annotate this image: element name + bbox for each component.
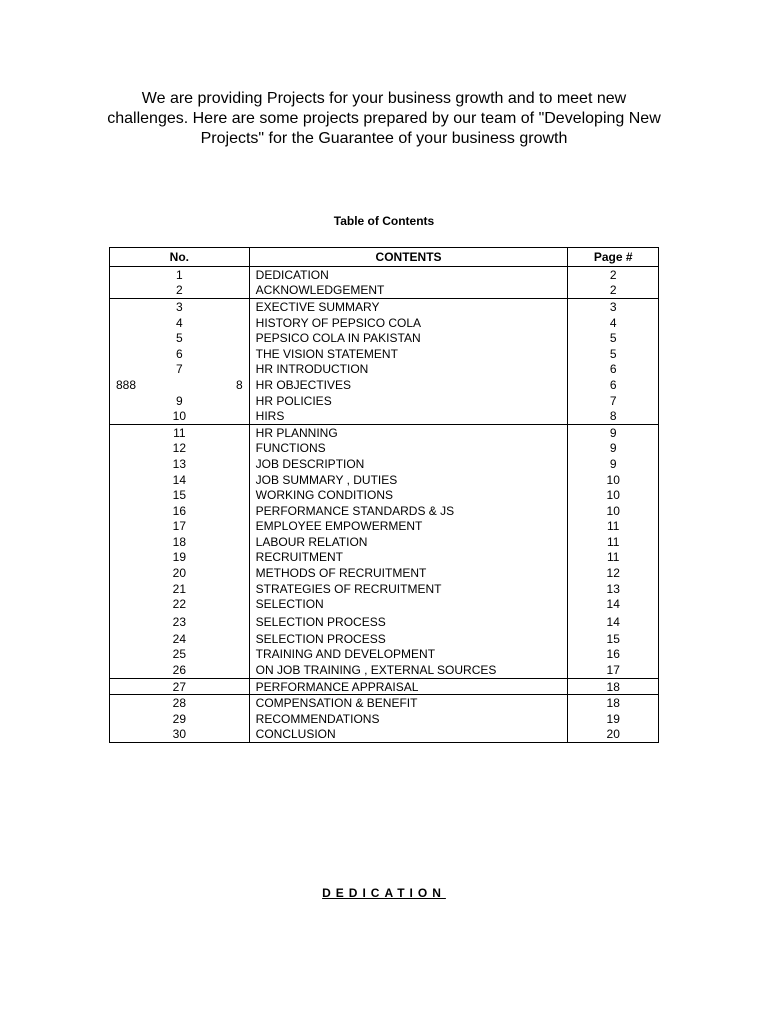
table-row <box>110 581 659 597</box>
row-number: 18 <box>110 534 250 550</box>
row-number-prefix: 888 <box>116 377 137 392</box>
row-contents: PERFORMANCE STANDARDS & JS <box>249 503 568 519</box>
section-heading-dedication: DEDICATION <box>322 886 446 900</box>
row-page: 9 <box>568 424 659 440</box>
table-row <box>110 441 659 457</box>
row-page: 18 <box>568 695 659 711</box>
table-row <box>110 647 659 663</box>
row-page: 5 <box>568 330 659 346</box>
table-row <box>110 315 659 331</box>
row-number: 3 <box>110 299 250 315</box>
row-number: 22 <box>110 596 250 612</box>
row-page: 18 <box>568 678 659 695</box>
table-row <box>110 330 659 346</box>
row-number: 15 <box>110 487 250 503</box>
row-contents: SELECTION <box>249 596 568 612</box>
table-row <box>110 267 659 283</box>
row-number: 6 <box>110 346 250 362</box>
row-number: 23 <box>110 612 250 631</box>
row-page: 10 <box>568 487 659 503</box>
table-row <box>110 727 659 743</box>
table-row <box>110 299 659 315</box>
row-number: 25 <box>110 647 250 663</box>
row-number: 24 <box>110 631 250 647</box>
row-contents: HR INTRODUCTION <box>249 362 568 378</box>
row-number: 1 <box>110 267 250 283</box>
row-page: 20 <box>568 727 659 743</box>
row-number: 21 <box>110 581 250 597</box>
row-page: 3 <box>568 299 659 315</box>
row-contents: COMPENSATION & BENEFIT <box>249 695 568 711</box>
row-contents: WORKING CONDITIONS <box>249 487 568 503</box>
table-row <box>110 678 659 695</box>
row-number: 13 <box>110 456 250 472</box>
table-row <box>110 662 659 678</box>
row-page: 6 <box>568 362 659 378</box>
row-contents: JOB DESCRIPTION <box>249 456 568 472</box>
row-number: 17 <box>110 519 250 535</box>
row-contents: DEDICATION <box>249 267 568 283</box>
row-number: 10 <box>110 408 250 424</box>
row-contents: METHODS OF RECRUITMENT <box>249 565 568 581</box>
row-page: 11 <box>568 534 659 550</box>
row-number: 11 <box>110 424 250 440</box>
row-number-value: 8 <box>235 377 243 392</box>
row-contents: THE VISION STATEMENT <box>249 346 568 362</box>
row-page: 8 <box>568 408 659 424</box>
row-page: 14 <box>568 596 659 612</box>
row-number: 19 <box>110 550 250 566</box>
row-contents: HR POLICIES <box>249 393 568 409</box>
row-page: 6 <box>568 377 659 393</box>
row-contents: HR OBJECTIVES <box>249 377 568 393</box>
row-contents: LABOUR RELATION <box>249 534 568 550</box>
table-row <box>110 565 659 581</box>
header-contents: CONTENTS <box>249 248 568 267</box>
row-number: 4 <box>110 315 250 331</box>
row-contents: SELECTION PROCESS <box>249 612 568 631</box>
row-page: 10 <box>568 503 659 519</box>
row-contents: JOB SUMMARY , DUTIES <box>249 472 568 488</box>
row-contents: TRAINING AND DEVELOPMENT <box>249 647 568 663</box>
table-row <box>110 519 659 535</box>
row-contents: PERFORMANCE APPRAISAL <box>249 678 568 695</box>
table-row <box>110 362 659 378</box>
row-page: 14 <box>568 612 659 631</box>
intro-paragraph <box>60 89 708 149</box>
table-row <box>110 283 659 299</box>
row-contents: HR PLANNING <box>249 424 568 440</box>
row-page: 11 <box>568 550 659 566</box>
row-contents: RECOMMENDATIONS <box>249 711 568 727</box>
row-number: 30 <box>110 727 250 743</box>
row-page: 12 <box>568 565 659 581</box>
row-page: 7 <box>568 393 659 409</box>
table-row <box>110 472 659 488</box>
table-row <box>110 711 659 727</box>
toc-body <box>110 267 659 743</box>
table-row <box>110 346 659 362</box>
row-page: 4 <box>568 315 659 331</box>
table-row <box>110 631 659 647</box>
intro-line: We are providing Projects for your business growth and to meet new <box>141 90 627 107</box>
row-contents: RECRUITMENT <box>249 550 568 566</box>
row-page: 10 <box>568 472 659 488</box>
row-number: 28 <box>110 695 250 711</box>
row-page: 17 <box>568 662 659 678</box>
table-row <box>110 424 659 440</box>
row-page: 9 <box>568 441 659 457</box>
table-row <box>110 456 659 472</box>
toc-title: Table of Contents <box>333 214 435 228</box>
header-page: Page # <box>568 248 659 267</box>
toc-header-row <box>110 248 659 267</box>
table-row <box>110 393 659 409</box>
row-page: 13 <box>568 581 659 597</box>
table-row <box>110 612 659 631</box>
table-row <box>110 534 659 550</box>
row-page: 2 <box>568 283 659 299</box>
row-contents: SELECTION PROCESS <box>249 631 568 647</box>
row-number: 9 <box>110 393 250 409</box>
row-page: 9 <box>568 456 659 472</box>
table-row <box>110 503 659 519</box>
row-contents: PEPSICO COLA IN PAKISTAN <box>249 330 568 346</box>
row-page: 15 <box>568 631 659 647</box>
row-page: 5 <box>568 346 659 362</box>
table-row <box>110 695 659 711</box>
row-page: 19 <box>568 711 659 727</box>
table-row <box>110 550 659 566</box>
table-row <box>110 377 659 393</box>
row-contents: ACKNOWLEDGEMENT <box>249 283 568 299</box>
toc-table <box>109 247 659 743</box>
row-number: 29 <box>110 711 250 727</box>
row-number: 16 <box>110 503 250 519</box>
table-row <box>110 408 659 424</box>
row-contents: HISTORY OF PEPSICO COLA <box>249 315 568 331</box>
row-number: 26 <box>110 662 250 678</box>
row-contents: HIRS <box>249 408 568 424</box>
row-contents: CONCLUSION <box>249 727 568 743</box>
row-number: 5 <box>110 330 250 346</box>
row-number: 2 <box>110 283 250 299</box>
row-page: 16 <box>568 647 659 663</box>
row-number: 12 <box>110 441 250 457</box>
intro-line: Projects" for the Guarantee of your business growth <box>200 130 568 147</box>
row-number: 7 <box>110 362 250 378</box>
row-contents: ON JOB TRAINING , EXTERNAL SOURCES <box>249 662 568 678</box>
row-contents: FUNCTIONS <box>249 441 568 457</box>
table-row <box>110 487 659 503</box>
header-no: No. <box>110 248 250 267</box>
row-contents: STRATEGIES OF RECRUITMENT <box>249 581 568 597</box>
row-number: 14 <box>110 472 250 488</box>
row-contents: EMPLOYEE EMPOWERMENT <box>249 519 568 535</box>
row-number: 27 <box>110 678 250 695</box>
table-row <box>110 596 659 612</box>
row-page: 11 <box>568 519 659 535</box>
row-number <box>110 377 250 393</box>
row-contents: EXECTIVE SUMMARY <box>249 299 568 315</box>
row-number: 20 <box>110 565 250 581</box>
intro-line: challenges. Here are some projects prepared by our team of "Developing New <box>107 110 661 127</box>
row-page: 2 <box>568 267 659 283</box>
